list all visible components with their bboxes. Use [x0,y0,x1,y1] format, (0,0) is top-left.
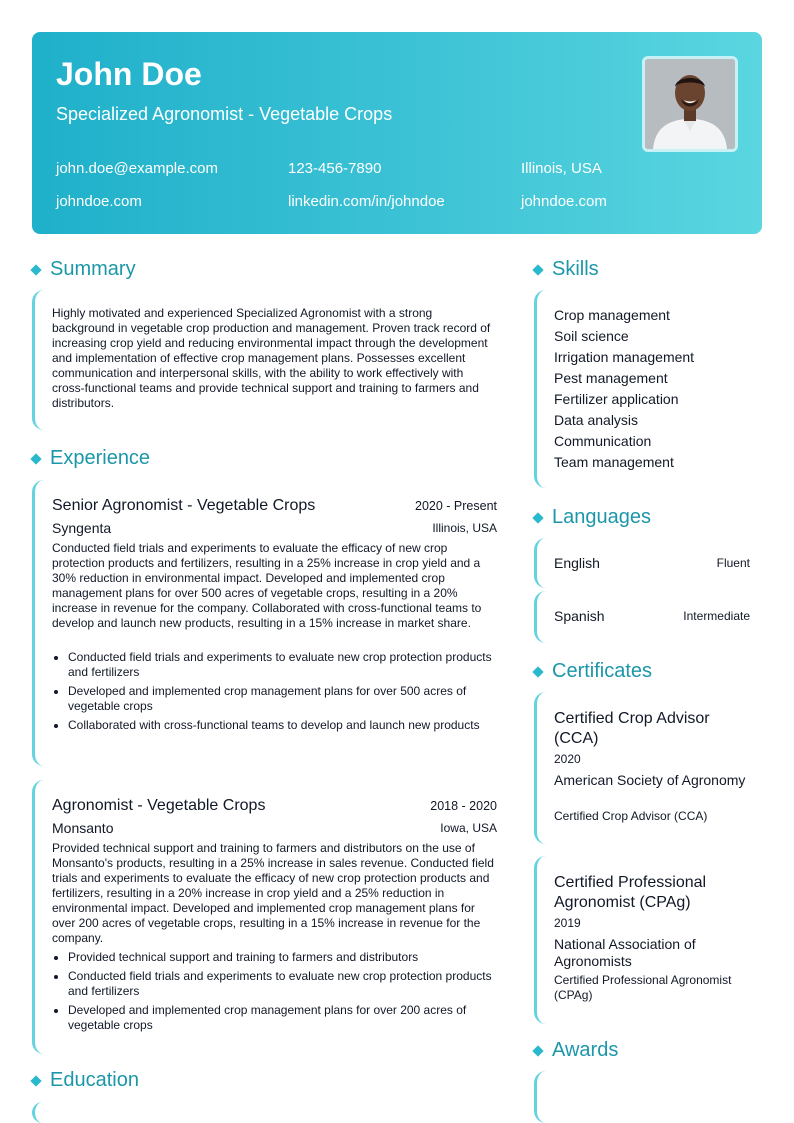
diamond-bullet-icon [532,666,543,677]
diamond-bullet-icon [532,264,543,275]
profile-photo [642,56,738,152]
certificate-name: Certified Crop Advisor (CCA) [554,710,710,747]
certificate-detail: Certified Professional Agronomist (CPAg) [554,973,732,1002]
language-entry [534,538,750,588]
list-item: Collaborated with cross-functional teams to develop and launch new products [52,718,492,733]
language-entry [534,591,750,643]
skill-item: Data analysis [554,412,639,428]
job-achievements [52,950,492,1037]
list-item: Conducted field trials and experiments to evaluate new crop protection products and fertilizers [52,650,492,680]
contact-website-secondary[interactable]: johndoe.com [521,193,607,210]
certificate-entry [534,856,762,1024]
certificates-heading: Certificates [534,660,652,683]
skill-item: Communication [554,433,652,449]
job-title: Agronomist - Vegetable Crops [52,797,266,814]
candidate-name: John Doe [56,56,202,92]
list-item: Developed and implemented crop management plans for over 200 acres of vegetable crops [52,1003,492,1033]
experience-heading: Experience [32,447,150,470]
company-name: Monsanto [52,820,114,836]
diamond-bullet-icon [532,512,543,523]
skills-block [534,290,762,488]
experience-entry [32,480,498,766]
job-description: Provided technical support and training to farmers and distributors on the use of Monsanto's products, resulting in a 25% increase in sales revenue. Conducted field trials and experiments to evaluate the efficacy of new crop protection products and fertilizers, resulting in a 20% increase in crop yield and a 25% reduction in environmental impact. Developed and implemented crop management plans for over 200 acres of vegetable crops, resulting in a 15% increase in revenue for the company. [52,841,494,945]
certificate-year: 2020 [554,752,581,766]
summary-heading: Summary [32,258,136,281]
skill-item: Team management [554,454,674,470]
skill-item: Crop management [554,307,670,323]
company-name: Syngenta [52,520,112,536]
certificate-detail: Certified Crop Advisor (CCA) [554,809,708,823]
job-location: Iowa, USA [440,821,497,835]
contact-email[interactable]: john.doe@example.com [56,160,218,177]
education-heading: Education [32,1069,139,1092]
candidate-title: Specialized Agronomist - Vegetable Crops [56,104,393,124]
contact-location: Illinois, USA [521,160,602,177]
education-block [32,1102,498,1123]
job-title: Senior Agronomist - Vegetable Crops [52,497,316,514]
job-achievements [52,650,492,737]
skills-heading: Skills [534,258,599,281]
certificate-year: 2019 [554,916,581,930]
languages-heading: Languages [534,506,651,529]
certificate-entry [534,692,762,844]
language-level: Intermediate [683,609,750,623]
contact-linkedin[interactable]: linkedin.com/in/johndoe [288,193,445,210]
summary-block [32,290,498,430]
skill-item: Irrigation management [554,349,695,365]
job-dates: 2020 - Present [415,499,497,513]
diamond-bullet-icon [30,453,41,464]
language-name: English [554,555,600,571]
contact-website[interactable]: johndoe.com [56,193,142,210]
diamond-bullet-icon [30,264,41,275]
language-name: Spanish [554,608,605,624]
list-item: Developed and implemented crop management plans for over 500 acres of vegetable crops [52,684,492,714]
list-item: Conducted field trials and experiments to evaluate new crop protection products and fertilizers [52,969,492,999]
certificate-issuer: National Association of Agronomists [554,936,696,969]
skill-item: Pest management [554,370,668,386]
certificate-name: Certified Professional Agronomist (CPAg) [554,874,707,911]
job-location: Illinois, USA [432,521,497,535]
awards-heading: Awards [534,1039,618,1062]
list-item: Provided technical support and training to farmers and distributors [52,950,492,965]
resume-header [32,32,762,234]
skill-item: Soil science [554,328,629,344]
contact-phone[interactable]: 123-456-7890 [288,160,382,177]
experience-entry [32,780,498,1054]
language-level: Fluent [716,556,750,570]
summary-text: Highly motivated and experienced Specialized Agronomist with a strong background in vegetable crop production and management. Proven track record of increasing crop yield and reducing environmental impact through the development and implementation of effective crop management plans. Possesses excellent communication and interpersonal skills, with the ability to work effectively with cross-functional teams and provide technical support and training to farmers and distributors. [52,306,491,410]
diamond-bullet-icon [532,1045,543,1056]
job-dates: 2018 - 2020 [430,799,497,813]
job-description: Conducted field trials and experiments to evaluate the efficacy of new crop protection products and fertilizers, resulting in a 25% increase in crop yield and a 30% reduction in environmental impact. Developed and implemented crop management plans for over 500 acres of vegetable crops, resulting in a 20% increase in revenue for the company. Collaborated with cross-functional teams to develop and launch new products, resulting in a 15% increase in market share. [52,541,482,630]
awards-block [534,1071,762,1123]
diamond-bullet-icon [30,1075,41,1086]
skill-item: Fertilizer application [554,391,679,407]
certificate-issuer: American Society of Agronomy [554,772,746,788]
